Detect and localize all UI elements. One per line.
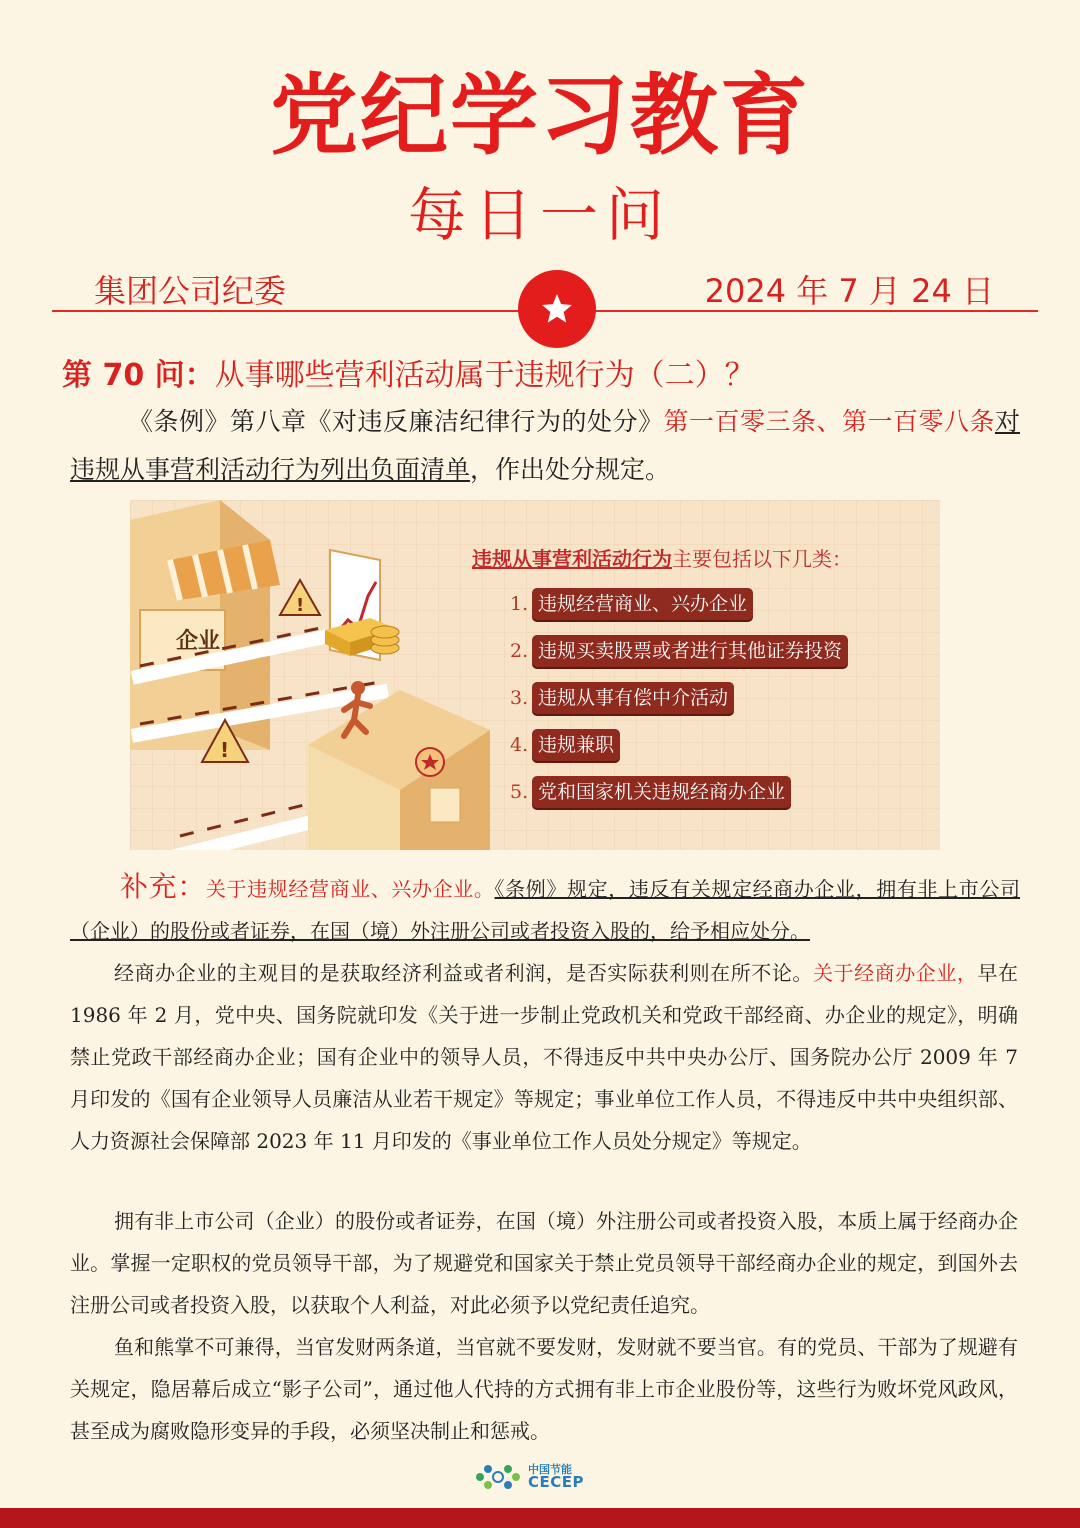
list-heading-bold: 违规从事营利活动行为 xyxy=(472,547,672,571)
question-text: 从事哪些营利活动属于违规行为（二）？ xyxy=(214,358,755,393)
supplement-label: 补充： xyxy=(120,870,206,903)
cecep-logo xyxy=(474,1462,584,1492)
cecep-logo-icon xyxy=(474,1462,522,1492)
list-item xyxy=(510,588,753,620)
list-item-number: 2. xyxy=(510,640,529,662)
list-item-number: 1. xyxy=(510,593,529,615)
page-subtitle: 每日一问 xyxy=(407,181,672,249)
p1-part-a: 经商办企业的主观目的是获取经济利益或者利润，是否实际获利则在所不论。 xyxy=(114,961,813,985)
list-item xyxy=(510,729,620,761)
page-title: 党纪学习教育 xyxy=(269,64,810,167)
logo-english-name: CECEP xyxy=(528,1473,585,1491)
svg-text:!: ! xyxy=(296,595,305,616)
list-item xyxy=(510,682,734,714)
bottom-bar xyxy=(0,1508,1080,1528)
supplement-rule: 《条例》规定，违反有关规定经商办企业，拥有非上市公司（企业）的股份或者证券，在国（境）外注册公司或者投资入股的，给予相应处分。 xyxy=(70,877,1020,943)
body-paragraph-2: 拥有非上市公司（企业）的股份或者证券，在国（境）外注册公司或者投资入股，本质上属于经商办企业。掌握一定职权的党员领导干部，为了规避党和国家关于禁止党员领导干部经商办企业的规定，到国外去注册公司或者投资入股，以获取个人利益，对此必须予以党纪责任追究。 xyxy=(70,1209,1018,1317)
organization-label: 集团公司纪委 xyxy=(94,272,287,310)
logo-chinese-name: 中国节能 xyxy=(528,1463,572,1476)
question-heading xyxy=(62,350,755,394)
list-item-label: 党和国家机关违规经商办企业 xyxy=(532,776,791,808)
intro-part1: 《条例》第八章《对违反廉洁纪律行为的处分》 xyxy=(128,407,664,436)
p1-part-b: 早在 1986 年 2 月，党中央、国务院就印发《关于进一步制止党政机关和党政干部经商、办企业的规定》，明确禁止党政干部经商办企业；国有企业中的领导人员，不得违反中共中央办公厅、国务院办公厅 2009 年 7 月印发的《国有企业领导人员廉洁从业若干规定》等规定；事业单位工作人员，不得违反中共中央组织部、人力资源社会保障部 2023 年 11 月印发的《事业单位工作人员处分规定》等规定。 xyxy=(70,961,1019,1153)
date-label: 2024 年 7 月 24 日 xyxy=(704,272,994,310)
intro-articles: 第一百零三条、第一百零八条 xyxy=(663,407,995,436)
list-heading-rest: 主要包括以下几类： xyxy=(672,547,852,571)
list-heading xyxy=(472,543,852,572)
list-item-number: 5. xyxy=(510,781,529,803)
list-item-label: 违规经营商业、兴办企业 xyxy=(532,588,753,620)
list-item-number: 4. xyxy=(510,734,529,756)
intro-paragraph xyxy=(70,398,1020,494)
shop-sign: 企业 xyxy=(176,628,221,654)
supplement-paragraph xyxy=(70,866,1020,952)
question-number: 第 70 问： xyxy=(62,358,215,393)
star-badge xyxy=(518,270,596,348)
list-item xyxy=(510,776,791,808)
list-item-label: 违规兼职 xyxy=(532,729,620,761)
intro-underlined: 对违规从事营利活动行为列出负面清单 xyxy=(70,407,1020,484)
supplement-topic: 关于违规经营商业、兴办企业。 xyxy=(205,877,495,901)
star-icon xyxy=(540,292,574,326)
list-item-label: 违规买卖股票或者进行其他证券投资 xyxy=(532,635,848,667)
svg-text:!: ! xyxy=(220,738,230,762)
intro-part4: ，作出处分规定。 xyxy=(470,455,671,484)
p1-highlight: 关于经商办企业， xyxy=(812,961,978,985)
body-paragraph-1 xyxy=(70,952,1018,1162)
list-item-number: 3. xyxy=(510,687,529,709)
list-item xyxy=(510,635,848,667)
body-paragraph-3: 鱼和熊掌不可兼得，当官发财两条道，当官就不要发财，发财就不要当官。有的党员、干部为了规避有关规定，隐居幕后成立“影子公司”，通过他人代持的方式拥有非上市企业股份等，这些行为败坏党风政风，甚至成为腐败隐形变异的手段，必须坚决制止和惩戒。 xyxy=(70,1335,1018,1443)
list-item-label: 违规从事有偿中介活动 xyxy=(532,682,734,714)
